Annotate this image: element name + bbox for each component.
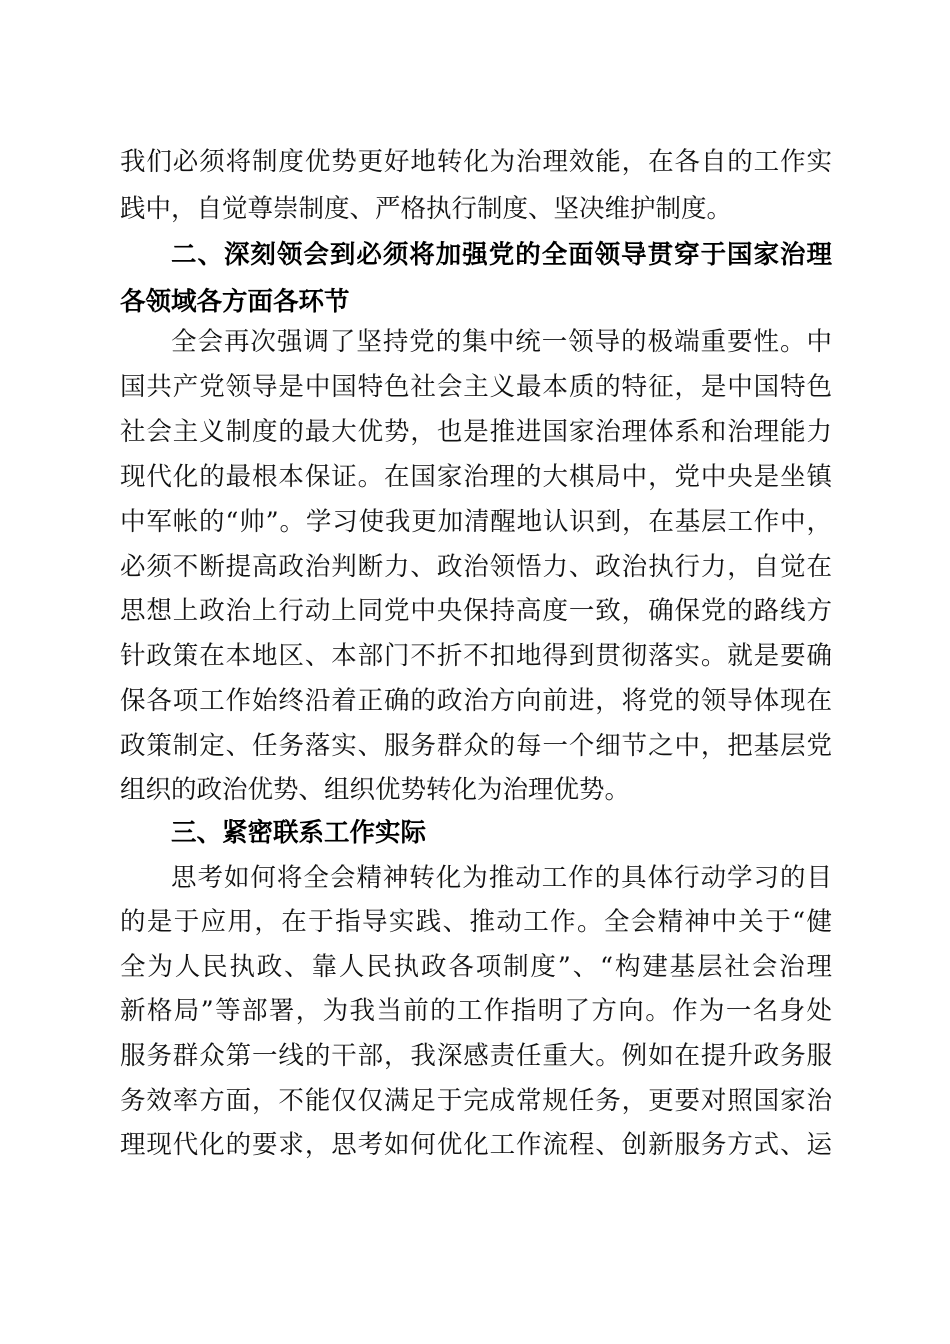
section-heading: 二、深刻领会到必须将加强党的全面领导贯穿于国家治理 [171, 240, 832, 270]
body-line: 践中，自觉尊崇制度、严格执行制度、坚决维护制度。 [120, 194, 733, 224]
section-heading: 三、紧密联系工作实际 [171, 818, 427, 848]
body-line: 新格局”等部署，为我当前的工作指明了方向。作为一名身处 [120, 996, 832, 1026]
body-line: 思想上政治上行动上同党中央保持高度一致，确保党的路线方 [120, 596, 832, 626]
body-line: 思考如何将全会精神转化为推动工作的具体行动学习的目 [171, 863, 832, 893]
body-line: 的是于应用，在于指导实践、推动工作。全会精神中关于“健 [120, 907, 832, 937]
body-line: 保各项工作始终沿着正确的政治方向前进，将党的领导体现在 [120, 686, 832, 716]
body-line: 社会主义制度的最大优势，也是推进国家治理体系和治理能力 [120, 417, 832, 447]
body-line: 全为人民执政、靠人民执政各项制度”、“构建基层社会治理 [120, 952, 832, 982]
body-line: 理现代化的要求，思考如何优化工作流程、创新服务方式、运 [120, 1130, 832, 1160]
body-line: 现代化的最根本保证。在国家治理的大棋局中，党中央是坐镇 [120, 462, 832, 492]
body-line: 服务群众第一线的干部，我深感责任重大。例如在提升政务服 [120, 1041, 832, 1071]
body-line: 针政策在本地区、本部门不折不扣地得到贯彻落实。就是要确 [120, 641, 832, 671]
body-line: 国共产党领导是中国特色社会主义最本质的特征，是中国特色 [120, 372, 832, 402]
section-heading: 各领域各方面各环节 [120, 287, 350, 317]
body-line: 中军帐的“帅”。学习使我更加清醒地认识到，在基层工作中， [120, 507, 832, 537]
body-line: 政策制定、任务落实、服务群众的每一个细节之中，把基层党 [120, 731, 832, 761]
body-line: 组织的政治优势、组织优势转化为治理优势。 [120, 775, 631, 805]
body-line: 必须不断提高政治判断力、政治领悟力、政治执行力，自觉在 [120, 552, 832, 582]
body-line: 务效率方面，不能仅仅满足于完成常规任务，更要对照国家治 [120, 1086, 832, 1116]
body-line: 全会再次强调了坚持党的集中统一领导的极端重要性。中 [171, 327, 832, 357]
body-line: 我们必须将制度优势更好地转化为治理效能，在各自的工作实 [120, 147, 832, 177]
